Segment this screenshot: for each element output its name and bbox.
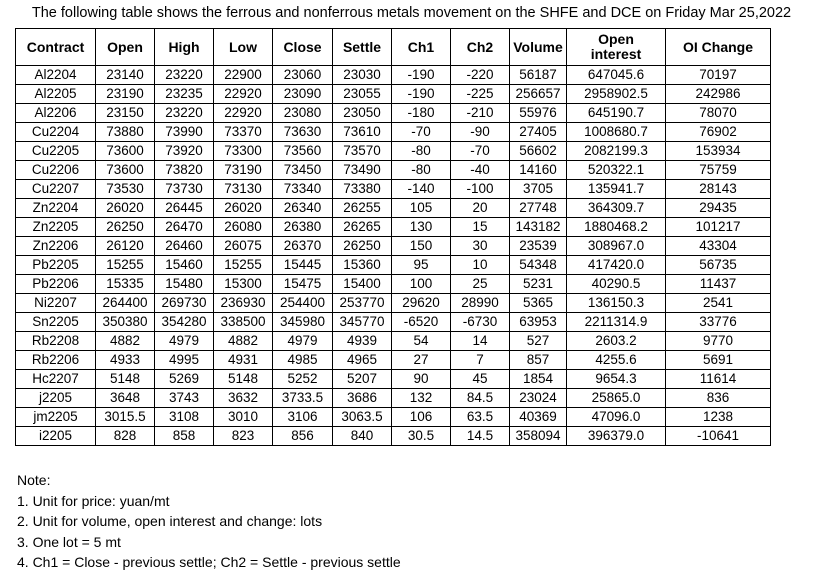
table-cell: 73450 [273,161,333,180]
table-cell: 308967.0 [567,237,666,256]
table-cell: 3705 [510,180,567,199]
table-cell: 26265 [333,218,392,237]
table-cell: 396379.0 [567,427,666,446]
table-cell: 40290.5 [567,275,666,294]
table-body [16,66,771,446]
table-cell: 56187 [510,66,567,85]
table-cell: 856 [273,427,333,446]
table-cell: 25865.0 [567,389,666,408]
page-title: The following table shows the ferrous and nonferrous metals movement on the SHFE and DCE on Friday Mar 25,2022 [31,5,792,21]
table-cell: 2958902.5 [567,85,666,104]
table-cell: 28990 [451,294,510,313]
table-cell: -140 [392,180,451,199]
table-cell: 23220 [155,104,214,123]
table-cell: 29620 [392,294,451,313]
table-cell: 26020 [214,199,273,218]
table-row [16,123,771,142]
table-cell: 95 [392,256,451,275]
table-cell: 836 [666,389,771,408]
table-cell: -210 [451,104,510,123]
table-cell: 45 [451,370,510,389]
table-cell: 5231 [510,275,567,294]
table-cell: 73530 [96,180,155,199]
table-cell: 527 [510,332,567,351]
contract-cell: Sn2205 [16,313,96,332]
table-row [16,161,771,180]
column-header: High [155,29,214,66]
table-cell: 350380 [96,313,155,332]
table-cell: 2211314.9 [567,313,666,332]
table-cell: 3106 [273,408,333,427]
table-cell: 4985 [273,351,333,370]
table-cell: 14160 [510,161,567,180]
table-cell: 15335 [96,275,155,294]
table-cell: 5269 [155,370,214,389]
table-cell: 15480 [155,275,214,294]
table-cell: 823 [214,427,273,446]
table-cell: 23080 [273,104,333,123]
contract-cell: j2205 [16,389,96,408]
table-cell: 254400 [273,294,333,313]
table-cell: 15255 [96,256,155,275]
table-cell: 23024 [510,389,567,408]
table-cell: 3632 [214,389,273,408]
contract-cell: Rb2206 [16,351,96,370]
table-cell: 27748 [510,199,567,218]
table-cell: 23140 [96,66,155,85]
table-row [16,85,771,104]
table-cell: 22920 [214,104,273,123]
table-row [16,332,771,351]
table-cell: 73370 [214,123,273,142]
table-cell: 11437 [666,275,771,294]
note-line: 4. Ch1 = Close - previous settle; Ch2 = Settle - previous settle [17,554,401,570]
table-cell: 15445 [273,256,333,275]
table-cell: 345770 [333,313,392,332]
column-header: Settle [333,29,392,66]
contract-cell: Ni2207 [16,294,96,313]
table-cell: 73600 [96,161,155,180]
table-cell: 22920 [214,85,273,104]
contract-cell: Hc2207 [16,370,96,389]
table-cell: 136150.3 [567,294,666,313]
table-cell: 3733.5 [273,389,333,408]
table-cell: 1008680.7 [567,123,666,142]
table-cell: 135941.7 [567,180,666,199]
table-cell: 29435 [666,199,771,218]
note-line: 2. Unit for volume, open interest and change: lots [17,513,323,529]
table-row [16,370,771,389]
table-cell: 10 [451,256,510,275]
table-cell: 73380 [333,180,392,199]
table-row [16,142,771,161]
table-cell: 345980 [273,313,333,332]
table-cell: -6520 [392,313,451,332]
contract-cell: jm2205 [16,408,96,427]
table-cell: 9654.3 [567,370,666,389]
table-cell: 11614 [666,370,771,389]
table-cell: 4995 [155,351,214,370]
notes [17,470,401,573]
table-cell: 30 [451,237,510,256]
table-cell: -190 [392,66,451,85]
table-cell: 73880 [96,123,155,142]
table-cell: 15255 [214,256,273,275]
table-cell: 43304 [666,237,771,256]
table-cell: 2603.2 [567,332,666,351]
table-cell: 15 [451,218,510,237]
table-cell: 105 [392,199,451,218]
table-row [16,427,771,446]
table-cell: 7 [451,351,510,370]
table-cell: 338500 [214,313,273,332]
contract-cell: Cu2206 [16,161,96,180]
table-cell: 3648 [96,389,155,408]
table-cell: 63953 [510,313,567,332]
table-cell: 4979 [155,332,214,351]
table-cell: 840 [333,427,392,446]
table-cell: 23539 [510,237,567,256]
table-cell: 645190.7 [567,104,666,123]
table-cell: 828 [96,427,155,446]
table-cell: 4255.6 [567,351,666,370]
table-row [16,104,771,123]
table-cell: 4933 [96,351,155,370]
table-cell: 3015.5 [96,408,155,427]
contract-cell: Al2205 [16,85,96,104]
column-header: Low [214,29,273,66]
table-cell: 358094 [510,427,567,446]
table-cell: 143182 [510,218,567,237]
table-cell: 23090 [273,85,333,104]
table-cell: 75759 [666,161,771,180]
table-row [16,180,771,199]
table-cell: 26340 [273,199,333,218]
table-cell: 2541 [666,294,771,313]
table-cell: 26250 [333,237,392,256]
contract-cell: Cu2205 [16,142,96,161]
table-cell: 857 [510,351,567,370]
column-header: Ch2 [451,29,510,66]
table-cell: 3063.5 [333,408,392,427]
table-cell: 27405 [510,123,567,142]
table-cell: 264400 [96,294,155,313]
table-cell: -100 [451,180,510,199]
table-cell: -180 [392,104,451,123]
table-cell: -70 [392,123,451,142]
table-cell: 54 [392,332,451,351]
table-cell: 9770 [666,332,771,351]
table-cell: 150 [392,237,451,256]
note-line: 1. Unit for price: yuan/mt [17,492,170,509]
table-cell: 23150 [96,104,155,123]
table-row [16,275,771,294]
table-cell: 73560 [273,142,333,161]
table-cell: 73600 [96,142,155,161]
table-cell: 73630 [273,123,333,142]
table-cell: 100 [392,275,451,294]
contract-cell: Zn2204 [16,199,96,218]
table-cell: 2082199.3 [567,142,666,161]
table-cell: 27 [392,351,451,370]
table-cell: 26255 [333,199,392,218]
table-cell: 647045.6 [567,66,666,85]
table-cell: 73730 [155,180,214,199]
table-cell: 26080 [214,218,273,237]
table-cell: 101217 [666,218,771,237]
table-cell: 23235 [155,85,214,104]
table-cell: 26460 [155,237,214,256]
table-cell: 78070 [666,104,771,123]
note-line: Note: [17,472,51,488]
table-cell: 858 [155,427,214,446]
table-cell: 4939 [333,332,392,351]
metals-table [15,28,771,446]
table-cell: 5691 [666,351,771,370]
table-cell: -90 [451,123,510,142]
contract-cell: Zn2205 [16,218,96,237]
column-header: OI Change [666,29,771,66]
table-cell: 73920 [155,142,214,161]
table-cell: 28143 [666,180,771,199]
column-header: Volume [510,29,567,66]
table-cell: 242986 [666,85,771,104]
table-cell: 23060 [273,66,333,85]
table-cell: 354280 [155,313,214,332]
table-row [16,256,771,275]
table-row [16,351,771,370]
table-cell: 73490 [333,161,392,180]
table-cell: 3108 [155,408,214,427]
table-cell: 520322.1 [567,161,666,180]
table-cell: 23190 [96,85,155,104]
table-cell: 56602 [510,142,567,161]
table-cell: 253770 [333,294,392,313]
note-line: 3. One lot = 5 mt [17,533,121,550]
table-cell: 15460 [155,256,214,275]
table-cell: 153934 [666,142,771,161]
table-cell: 84.5 [451,389,510,408]
table-row [16,389,771,408]
table-cell: 3686 [333,389,392,408]
table-row [16,313,771,332]
table-cell: -40 [451,161,510,180]
table-cell: 15300 [214,275,273,294]
table-cell: 23220 [155,66,214,85]
contract-cell: Cu2207 [16,180,96,199]
table-cell: 73190 [214,161,273,180]
table-cell: 70197 [666,66,771,85]
table-cell: 26020 [96,199,155,218]
table-cell: -225 [451,85,510,104]
table-cell: 256657 [510,85,567,104]
table-cell: 30.5 [392,427,451,446]
table-cell: -6730 [451,313,510,332]
table-cell: 5207 [333,370,392,389]
table-cell: -220 [451,66,510,85]
column-header: Close [273,29,333,66]
table-cell: 4931 [214,351,273,370]
table-cell: 14 [451,332,510,351]
table-cell: 15360 [333,256,392,275]
table-cell: 269730 [155,294,214,313]
table-cell: 106 [392,408,451,427]
table-cell: 54348 [510,256,567,275]
table-cell: 364309.7 [567,199,666,218]
contract-cell: Al2204 [16,66,96,85]
table-cell: 23030 [333,66,392,85]
table-cell: 63.5 [451,408,510,427]
table-cell: 130 [392,218,451,237]
table-cell: 73340 [273,180,333,199]
table-cell: 26370 [273,237,333,256]
table-row [16,218,771,237]
header-row [16,29,771,66]
contract-cell: Pb2206 [16,275,96,294]
table-cell: -80 [392,161,451,180]
table-cell: 5252 [273,370,333,389]
table-row [16,199,771,218]
contract-cell: Al2206 [16,104,96,123]
table-cell: 1854 [510,370,567,389]
contract-cell: Zn2206 [16,237,96,256]
contract-cell: Pb2205 [16,256,96,275]
table-cell: -190 [392,85,451,104]
table-cell: 73130 [214,180,273,199]
table-cell: 5148 [96,370,155,389]
table-cell: 47096.0 [567,408,666,427]
table-cell: 15400 [333,275,392,294]
table-cell: 90 [392,370,451,389]
column-header: Open interest [567,29,666,66]
table-cell: 5148 [214,370,273,389]
table-cell: 73300 [214,142,273,161]
table-cell: 26470 [155,218,214,237]
table-cell: 56735 [666,256,771,275]
table-cell: 3743 [155,389,214,408]
table-cell: -70 [451,142,510,161]
table-cell: 26075 [214,237,273,256]
table-cell: 26445 [155,199,214,218]
table-cell: 73820 [155,161,214,180]
table-cell: 236930 [214,294,273,313]
column-header: Contract [16,29,96,66]
table-cell: 76902 [666,123,771,142]
table-cell: 5365 [510,294,567,313]
table-cell: 3010 [214,408,273,427]
contract-cell: i2205 [16,427,96,446]
table-cell: 55976 [510,104,567,123]
table-cell: 73610 [333,123,392,142]
table-row [16,294,771,313]
table-row [16,66,771,85]
column-header: Open [96,29,155,66]
table-cell: 4882 [214,332,273,351]
table-cell: 26120 [96,237,155,256]
table-cell: -10641 [666,427,771,446]
table-row [16,408,771,427]
table-cell: 26380 [273,218,333,237]
contract-cell: Cu2204 [16,123,96,142]
table-cell: 25 [451,275,510,294]
table-cell: 1880468.2 [567,218,666,237]
table-cell: 4979 [273,332,333,351]
table-cell: 40369 [510,408,567,427]
table-cell: 4882 [96,332,155,351]
table-cell: 23055 [333,85,392,104]
table-cell: 4965 [333,351,392,370]
table-cell: 132 [392,389,451,408]
table-cell: -80 [392,142,451,161]
table-cell: 15475 [273,275,333,294]
table-cell: 33776 [666,313,771,332]
table-cell: 20 [451,199,510,218]
table-cell: 22900 [214,66,273,85]
table-cell: 14.5 [451,427,510,446]
column-header: Ch1 [392,29,451,66]
table-cell: 73990 [155,123,214,142]
table-cell: 23050 [333,104,392,123]
table-cell: 1238 [666,408,771,427]
table-cell: 73570 [333,142,392,161]
contract-cell: Rb2208 [16,332,96,351]
table-cell: 417420.0 [567,256,666,275]
table-row [16,237,771,256]
table-cell: 26250 [96,218,155,237]
